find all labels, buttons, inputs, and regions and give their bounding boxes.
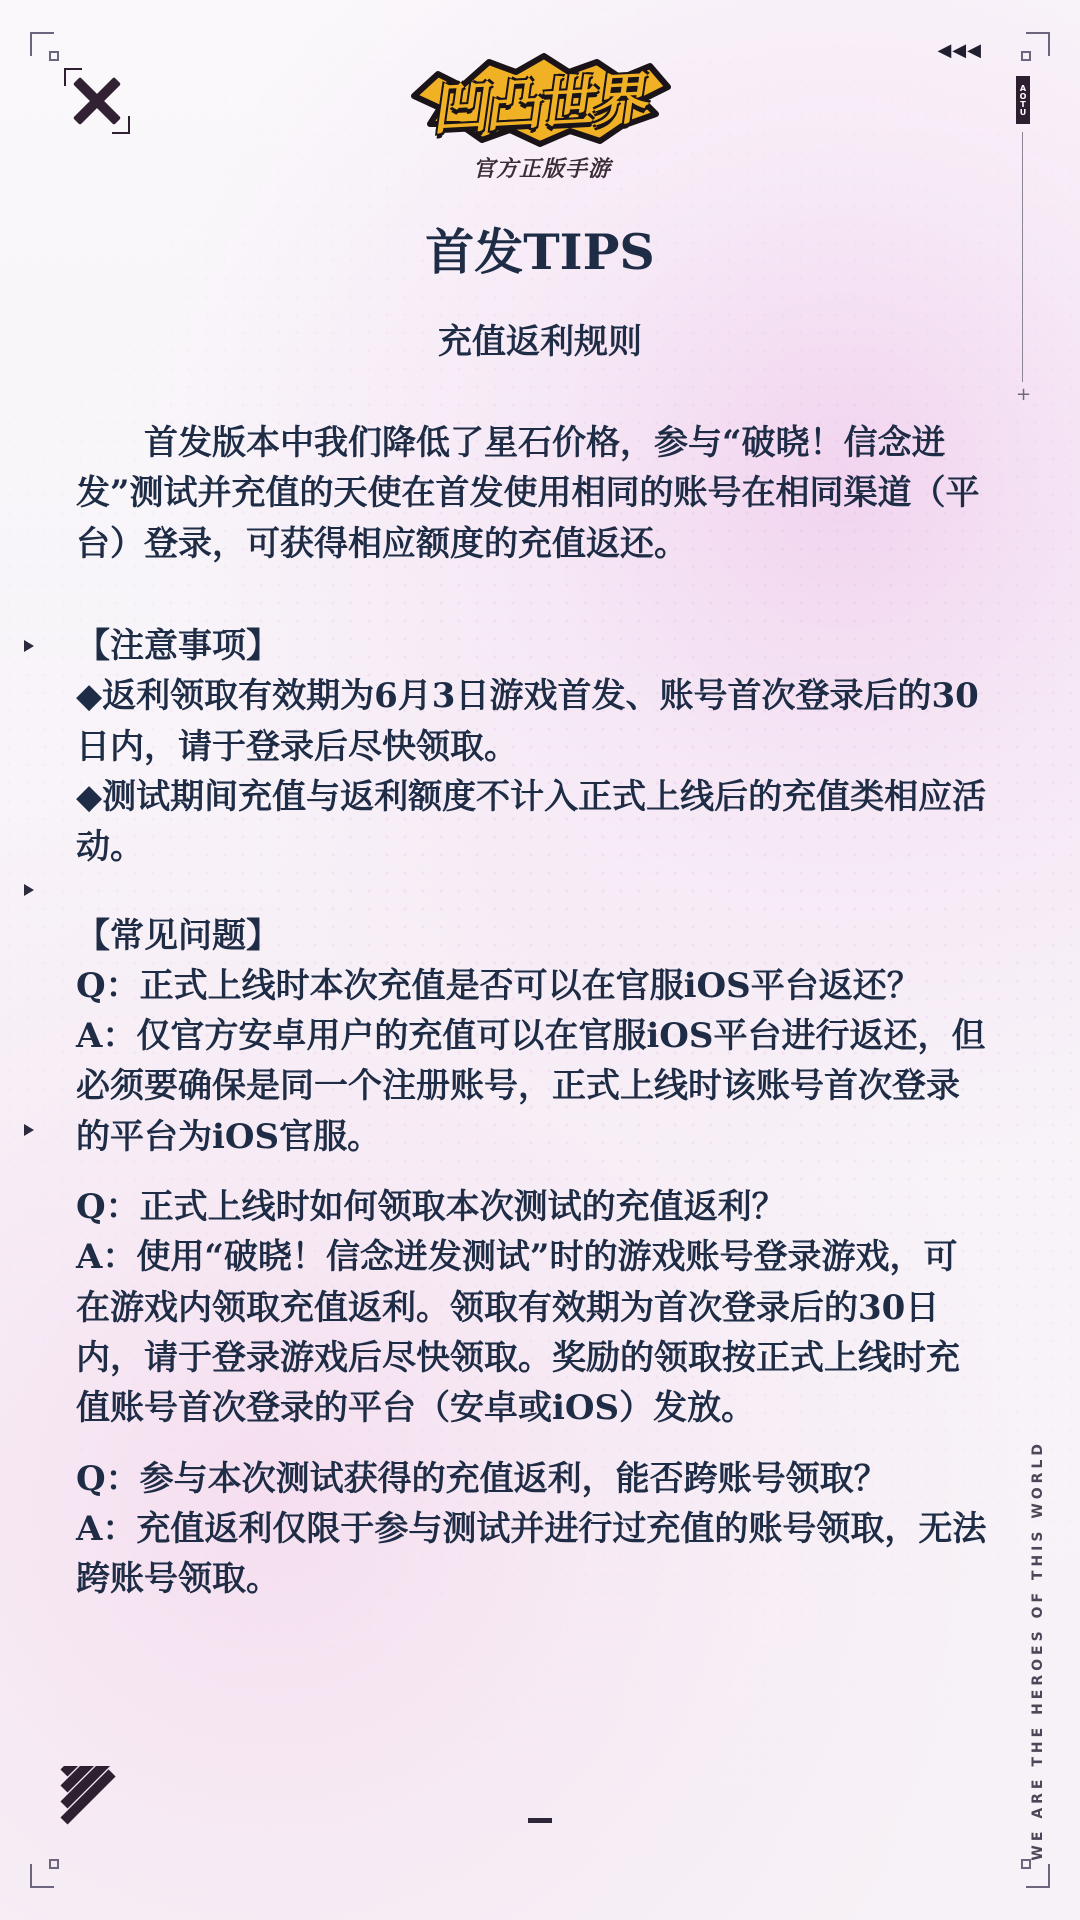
top-right-corner-icon xyxy=(1026,32,1050,56)
triangle-arrow-icon xyxy=(24,640,34,652)
brand-logo xyxy=(404,52,680,182)
striped-emblem-icon xyxy=(58,1766,116,1830)
brand-name: 凹凸世界 xyxy=(430,66,652,143)
bottom-left-corner-icon xyxy=(30,1864,54,1888)
intro-paragraph: 首发版本中我们降低了星石价格，参与“破晓！信念迸发”测试并充值的天使在首发使用相同的账号在相同渠道（平台）登录，可获得相应额度的充值返还。 xyxy=(76,423,980,564)
brand-tagline: WE ARE THE HEROES OF THIS WORLD xyxy=(1030,1440,1046,1861)
triangle-arrow-icon xyxy=(24,1124,34,1136)
brand-badge: AOTU xyxy=(1016,76,1030,124)
notes-title: 【注意事项】 xyxy=(76,625,280,666)
rail-plus-icon: + xyxy=(1016,384,1032,405)
brand-subtitle: 官方正版手游 xyxy=(472,157,611,182)
top-left-corner-icon xyxy=(30,32,54,56)
bottom-dash-icon xyxy=(528,1818,552,1823)
right-side-rail xyxy=(1010,76,1040,416)
page-subtitle: 充值返利规则 xyxy=(438,322,642,362)
content-body xyxy=(76,418,990,1605)
faq-question-3: Q：参与本次测试获得的充值返利，能否跨账号领取？ xyxy=(76,1458,888,1499)
x-emblem-icon xyxy=(62,66,132,136)
page-title: 首发TIPS xyxy=(425,223,655,281)
faq-question-2: Q：正式上线时如何领取本次测试的充值返利？ xyxy=(76,1187,786,1228)
faq-answer-3: A：充值返利仅限于参与测试并进行过充值的账号领取，无法跨账号领取。 xyxy=(76,1508,987,1600)
triangle-arrow-icon xyxy=(24,884,34,896)
faq-title: 【常见问题】 xyxy=(76,915,280,956)
bottom-right-corner-icon xyxy=(1026,1864,1050,1888)
top-left-corner-square-icon xyxy=(49,51,59,61)
bottom-left-corner-square-icon xyxy=(49,1859,59,1869)
faq-answer-1: A：仅官方安卓用户的充值可以在官服iOS平台进行返还，但必须要确保是同一个注册账号，正式上线时该账号首次登录的平台为iOS官服。 xyxy=(76,1016,986,1157)
top-arrows-icon: ◀◀◀ xyxy=(937,40,982,61)
top-right-corner-square-icon xyxy=(1021,51,1031,61)
rail-divider xyxy=(1022,132,1023,382)
faq-question-1: Q：正式上线时本次充值是否可以在官服iOS平台返还？ xyxy=(76,965,921,1006)
note-item-1: ◆返利领取有效期为6月3日游戏首发、账号首次登录后的30日内，请于登录后尽快领取。 xyxy=(76,676,979,767)
left-side-markers xyxy=(24,640,40,1160)
x-emblem-shape-icon xyxy=(72,76,122,126)
faq-answer-2: A：使用“破晓！信念迸发测试”时的游戏账号登录游戏，可在游戏内领取充值返利。领取有效期为首次登录后的30日内，请于登录游戏后尽快领取。奖励的领取按正式上线时充值账号首次登录的平台（安卓或iOS）发放。 xyxy=(76,1237,960,1429)
note-item-2: ◆测试期间充值与返利额度不计入正式上线后的充值类相应活动。 xyxy=(76,776,987,868)
vertical-tagline xyxy=(1024,1440,1052,1861)
